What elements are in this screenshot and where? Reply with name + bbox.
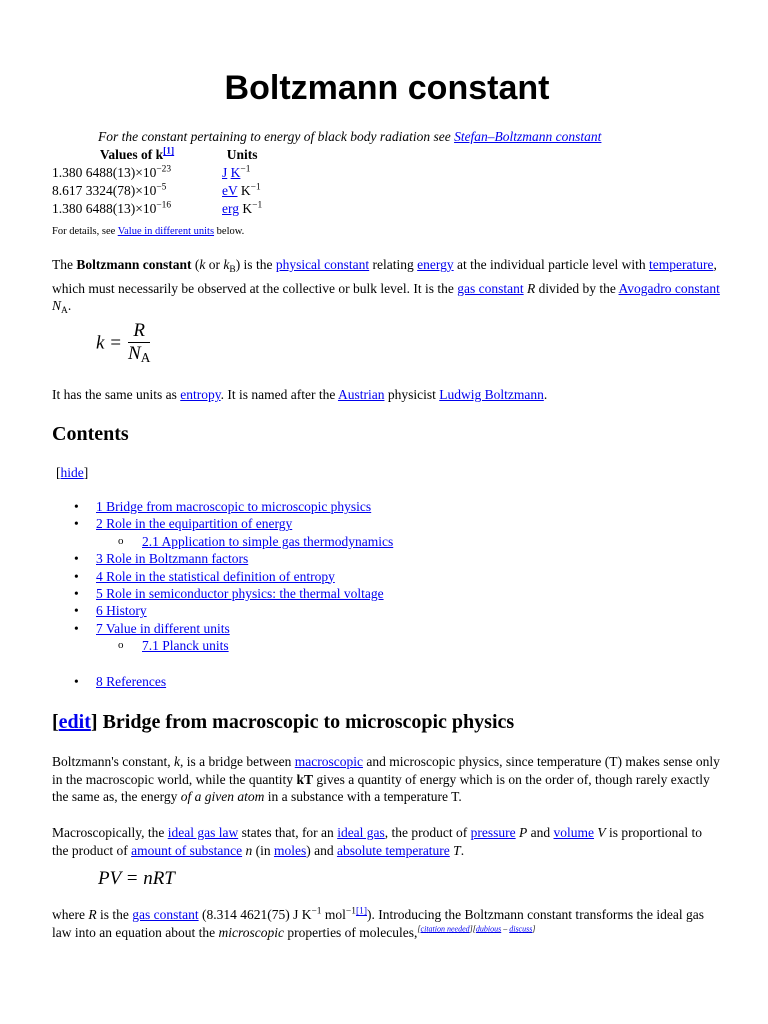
formula-lhs: k = — [96, 332, 123, 354]
toc-link-2[interactable]: 2 Role in the equipartition of energy — [96, 516, 293, 532]
table-row — [52, 182, 262, 200]
fraction — [128, 322, 150, 366]
link-energy[interactable]: energy — [417, 257, 454, 272]
value-exponent: −23 — [156, 164, 172, 175]
value-cell — [52, 182, 222, 200]
hatnote-link[interactable]: Stefan–Boltzmann constant — [454, 129, 602, 144]
unit-link-k[interactable]: K — [230, 165, 241, 180]
toc-link-1[interactable]: 1 Bridge from macroscopic to microscopic physics — [96, 499, 372, 514]
toc-hide-toggle: [hide] — [56, 465, 89, 480]
link-temperature[interactable]: temperature — [648, 257, 714, 272]
bridge-paragraph: Boltzmann's constant, k, is a bridge between macroscopic and microscopic physics, since temperature (T) makes sense only in the macroscopic world, while the quantity kT gives a quantity of energy which is on the order of, though rarely exactly the same as, the energy of a given atom in a substance with a temperature T. — [52, 754, 720, 804]
link-physical-constant[interactable]: physical constant — [275, 257, 370, 272]
link-gas-constant[interactable]: gas constant — [457, 280, 524, 296]
toc-item — [52, 602, 393, 619]
values-ref-link[interactable]: [1] — [163, 146, 175, 157]
table-row — [52, 200, 262, 218]
bullet-icon: • — [74, 551, 79, 567]
circle-bullet-icon: o — [118, 639, 124, 652]
link-ideal-gas[interactable]: ideal gas — [337, 825, 385, 840]
unit-text: K — [237, 183, 251, 198]
link-volume[interactable]: volume — [553, 825, 595, 840]
unit-cell — [222, 200, 262, 218]
ref-link[interactable]: [1] — [355, 906, 367, 917]
formula-k — [96, 322, 150, 366]
link-macroscopic[interactable]: macroscopic — [294, 754, 363, 769]
table-of-contents — [52, 498, 393, 690]
bullet-icon: • — [74, 568, 79, 584]
link-dubious[interactable]: dubious — [475, 924, 502, 933]
unit-text: K — [239, 201, 253, 216]
units-header: Units — [226, 147, 258, 162]
values-header-label: Values of k — [99, 147, 164, 162]
bullet-icon: • — [74, 585, 79, 601]
fraction-numerator: R — [128, 322, 150, 343]
link-pressure[interactable]: pressure — [470, 825, 516, 840]
formula-ideal-gas: PV = nRT — [98, 868, 175, 889]
link-gas-constant-2[interactable]: gas constant — [132, 907, 199, 922]
table-row — [52, 164, 262, 182]
section-heading-bridge: [edit] Bridge from macroscopic to microscopic physics — [52, 711, 515, 733]
value-exponent: −16 — [156, 200, 172, 211]
link-amount-of-substance[interactable]: amount of substance — [131, 842, 243, 858]
gas-constant-paragraph: where R is the gas constant (8.314 4621(75) J $K^{-1}$ mol$^{-1[1]}$). Introducing the Boltzmann constant transforms the ideal gas law into an equation about the microscopic properties of molecules,[citation needed][dubious – discuss] — [52, 906, 705, 940]
ideal-gas-paragraph: Macroscopically, the ideal gas law states that, for an ideal gas, the product of pressure P and volume V is proportional to the product of amount of substance n (in moles) and absolute temperature T. — [52, 825, 703, 858]
toc-link-3[interactable]: 3 Role in Boltzmann factors — [96, 551, 249, 567]
values-header — [52, 146, 222, 164]
section-title: Bridge from macroscopic to microscopic physics — [97, 711, 515, 733]
link-moles[interactable]: moles — [273, 842, 307, 858]
bullet-icon: • — [74, 603, 79, 619]
bullet-icon: • — [74, 620, 79, 636]
hatnote-text: For the constant pertaining to energy of black body radiation see — [98, 129, 455, 144]
circle-bullet-icon: o — [118, 534, 124, 547]
contents-heading: Contents — [52, 423, 129, 445]
link-austrian[interactable]: Austrian — [337, 387, 385, 402]
unit-link-j[interactable]: J — [222, 165, 228, 180]
toc-item — [52, 673, 393, 690]
unit-exponent: −1 — [250, 182, 261, 193]
toc-subitem — [52, 637, 393, 654]
toc-link-5[interactable]: 5 Role in semiconductor physics: the thermal voltage — [96, 585, 384, 601]
unit-cell — [222, 182, 262, 200]
edit-link[interactable]: edit — [58, 711, 91, 733]
link-absolute-temperature[interactable]: absolute temperature — [336, 842, 450, 858]
details-note — [52, 223, 244, 241]
unit-exponent: −1 — [240, 164, 251, 175]
toc-item — [52, 585, 393, 602]
unit-link-erg[interactable]: erg — [222, 201, 239, 216]
link-ludwig-boltzmann[interactable]: Ludwig Boltzmann — [439, 387, 544, 402]
link-entropy[interactable]: entropy — [180, 387, 221, 402]
bullet-icon: • — [74, 673, 79, 689]
toc-item — [52, 620, 393, 637]
toc-link-4[interactable]: 4 Role in the statistical definition of entropy — [96, 568, 335, 584]
value-mantissa: 1.380 6488(13)×10 — [52, 201, 157, 216]
toc-link-8[interactable]: 8 References — [96, 673, 167, 689]
citation-needed-tag: [citation needed][dubious – discuss] — [417, 924, 536, 933]
toc-subitem — [52, 533, 393, 550]
hatnote — [98, 128, 601, 146]
toc-item — [52, 515, 393, 532]
bold-term: Boltzmann constant — [76, 257, 192, 272]
bullet-icon: • — [74, 499, 79, 514]
toc-item — [52, 498, 393, 515]
toc-link-7[interactable]: 7 Value in different units — [96, 620, 230, 636]
toc-item — [52, 568, 393, 585]
toc-hide-link[interactable]: hide — [60, 465, 84, 480]
details-link[interactable]: Value in different units — [117, 226, 215, 237]
units-paragraph: It has the same units as entropy. It is named after the Austrian physicist Ludwig Boltzmann. — [52, 387, 548, 402]
link-citation-needed[interactable]: citation needed — [420, 924, 470, 933]
toc-link-7-1[interactable]: 7.1 Planck units — [142, 638, 229, 654]
link-discuss[interactable]: discuss — [509, 924, 533, 933]
page-title: Boltzmann constant — [224, 69, 550, 107]
intro-paragraph: The Boltzmann constant (k or $k_B$) is the physical constant relating energy at the individual particle level with temperature, which must necessarily be observed at the collective or bulk level. It is the gas constant R divided by the Avogadro constant $N_A$. — [52, 257, 720, 316]
unit-exponent: −1 — [252, 200, 263, 211]
values-table — [52, 146, 262, 218]
bullet-icon: • — [74, 516, 79, 532]
details-text: For details, see — [52, 226, 118, 237]
details-text-after: below. — [214, 226, 245, 237]
value-mantissa: 1.380 6488(13)×10 — [52, 165, 157, 180]
value-exponent: −5 — [156, 182, 167, 193]
link-ideal-gas-law[interactable]: ideal gas law — [167, 825, 239, 840]
toc-item — [52, 550, 393, 567]
toc-link-2-1[interactable]: 2.1 Application to simple gas thermodynamics — [142, 533, 394, 549]
toc-link-6[interactable]: 6 History — [96, 603, 147, 619]
value-cell — [52, 200, 222, 218]
fraction-denominator: $N_A$ — [128, 342, 151, 365]
unit-link-ev[interactable]: eV — [222, 183, 238, 198]
link-avogadro-constant[interactable]: Avogadro constant — [618, 280, 720, 296]
value-cell — [52, 164, 222, 182]
unit-cell — [222, 164, 262, 182]
value-mantissa: 8.617 3324(78)×10 — [52, 183, 157, 198]
